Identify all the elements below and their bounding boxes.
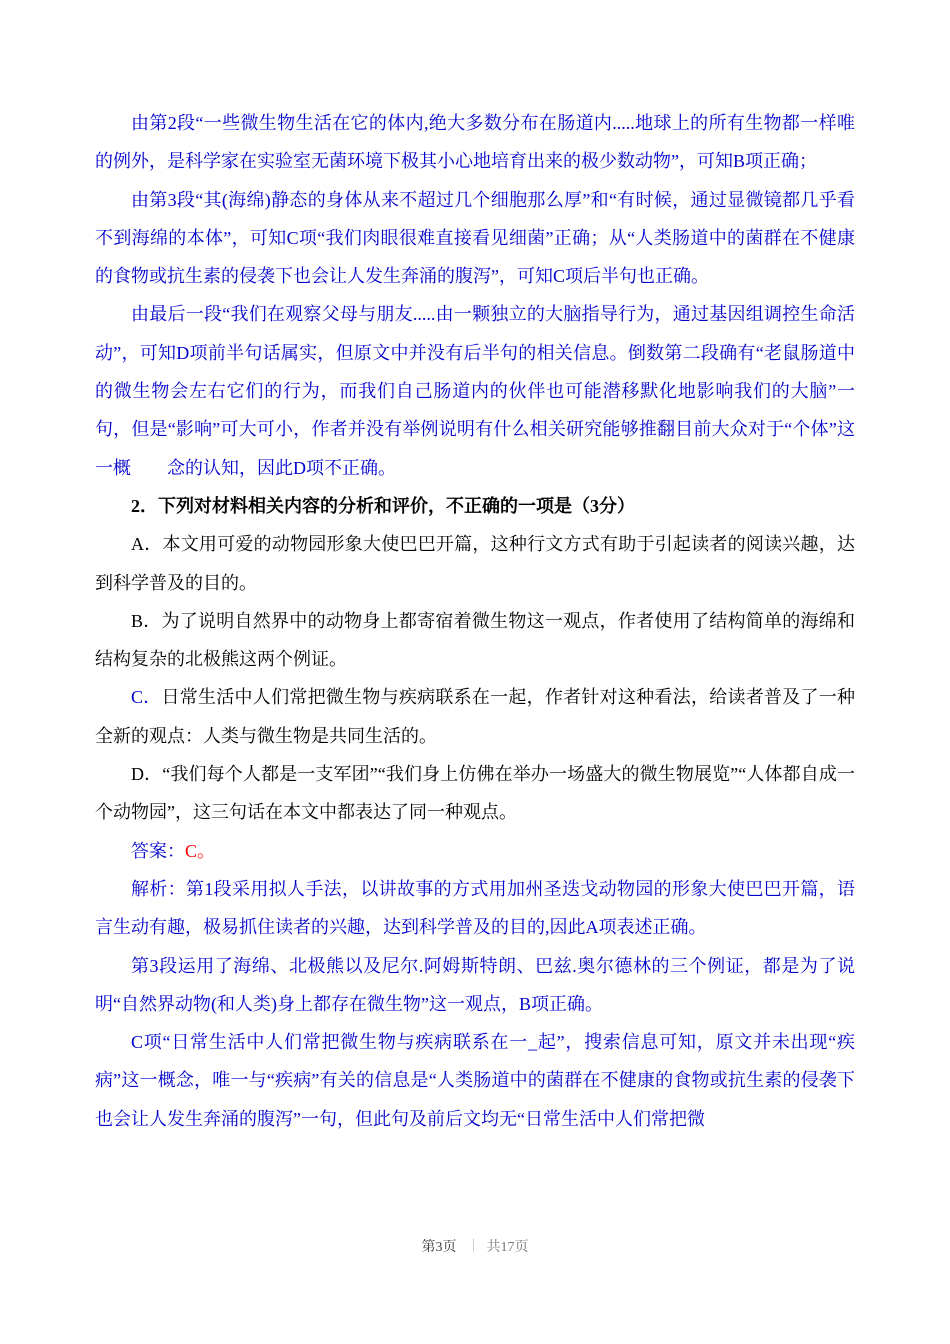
answer-line	[95, 832, 855, 870]
question-2-option-b: B．为了说明自然界中的动物身上都寄宿着微生物这一观点，作者使用了结构简单的海绵和结构复杂的北极熊这两个例证。	[95, 610, 855, 670]
question-2-option-a: A．本文用可爱的动物园形象大使巴巴开篇，这种行文方式有助于引起读者的阅读兴趣，达到科学普及的目的。	[95, 534, 855, 593]
analysis-paragraph-option-b-q1: 由第2段“一些微生物生活在它的体内,绝大多数分布在肠道内.....地球上的所有生物都一样唯的例外，是科学家在实验室无菌环境下极其小心地培育出来的极少数动物”，可知B项正确；	[95, 113, 855, 172]
option-c-text: 日常生活中人们常把微生物与疾病联系在一起，作者针对这种看法，给读者普及了一种全新的观点：人类与微生物是共同生活的。	[95, 687, 855, 746]
option-c-letter: C．	[131, 687, 162, 708]
page-footer	[0, 1238, 950, 1258]
footer-total-pages: 共17页	[486, 1240, 529, 1255]
analysis-paragraph-option-a-q2: 解析：第1段采用拟人手法，以讲故事的方式用加州圣迭戈动物园的形象大使巴巴开篇，语言生动有趣，极易抓住读者的兴趣，达到科学普及的目的,因此A项表述正确。	[95, 878, 855, 938]
analysis-paragraph-option-d-q1: 由最后一段“我们在观察父母与朋友.....由一颗独立的大脑指导行为，通过基因组调控生命活动”，可知D项前半句话属实，但原文中并没有后半句的相关信息。倒数第二段确有“老鼠肠道中的微生物会左右它们的行为，而我们自己肠道内的伙伴也可能潜移默化地影响我们的大脑”一句，但是“影响”可大可小，作者并没有举例说明有什么相关研究能够推翻目前大众对于“个体”这一概 念的认知，因此D项不正确。	[95, 304, 855, 478]
analysis-paragraph-option-b-q2: 第3段运用了海绵、北极熊以及尼尔.阿姆斯特朗、巴兹.奥尔德林的三个例证，都是为了说明“自然界动物(和人类)身上都存在微生物”这一观点，B项正确。	[95, 955, 855, 1014]
answer-value: C。	[185, 840, 216, 861]
question-2-option-c	[95, 678, 855, 755]
answer-label: 答案：	[131, 840, 185, 861]
analysis-paragraph-option-c-q1: 由第3段“其(海绵)静态的身体从来不超过几个细胞那么厚”和“有时候，通过显微镜都几乎看不到海绵的本体”，可知C项“我们肉眼很难直接看见细菌”正确；从“人类肠道中的菌群在不健康的食物或抗生素的侵袭下也会让人发生奔涌的腹泻”，可知C项后半句也正确。	[95, 189, 855, 287]
footer-page-number: 第3页	[421, 1240, 457, 1255]
footer-separator: ｜	[466, 1240, 481, 1255]
question-2-option-d: D．“我们每个人都是一支军团”“我们身上仿佛在举办一场盛大的微生物展览”“人体都自成一个动物园”，这三句话在本文中都表达了同一种观点。	[95, 764, 855, 823]
analysis-paragraph-option-c-q2: C项“日常生活中人们常把微生物与疾病联系在一_起”，搜索信息可知，原文并未出现“疾病”这一概念，唯一与“疾病”有关的信息是“人类肠道中的菌群在不健康的食物或抗生素的侵袭下也会让人发生奔涌的腹泻”一句，但此句及前后文均无“日常生活中人们常把微	[95, 1032, 855, 1129]
page-content	[95, 104, 855, 1138]
question-2-stem: 2．下列对材料相关内容的分析和评价，不正确的一项是（3分）	[131, 495, 635, 516]
